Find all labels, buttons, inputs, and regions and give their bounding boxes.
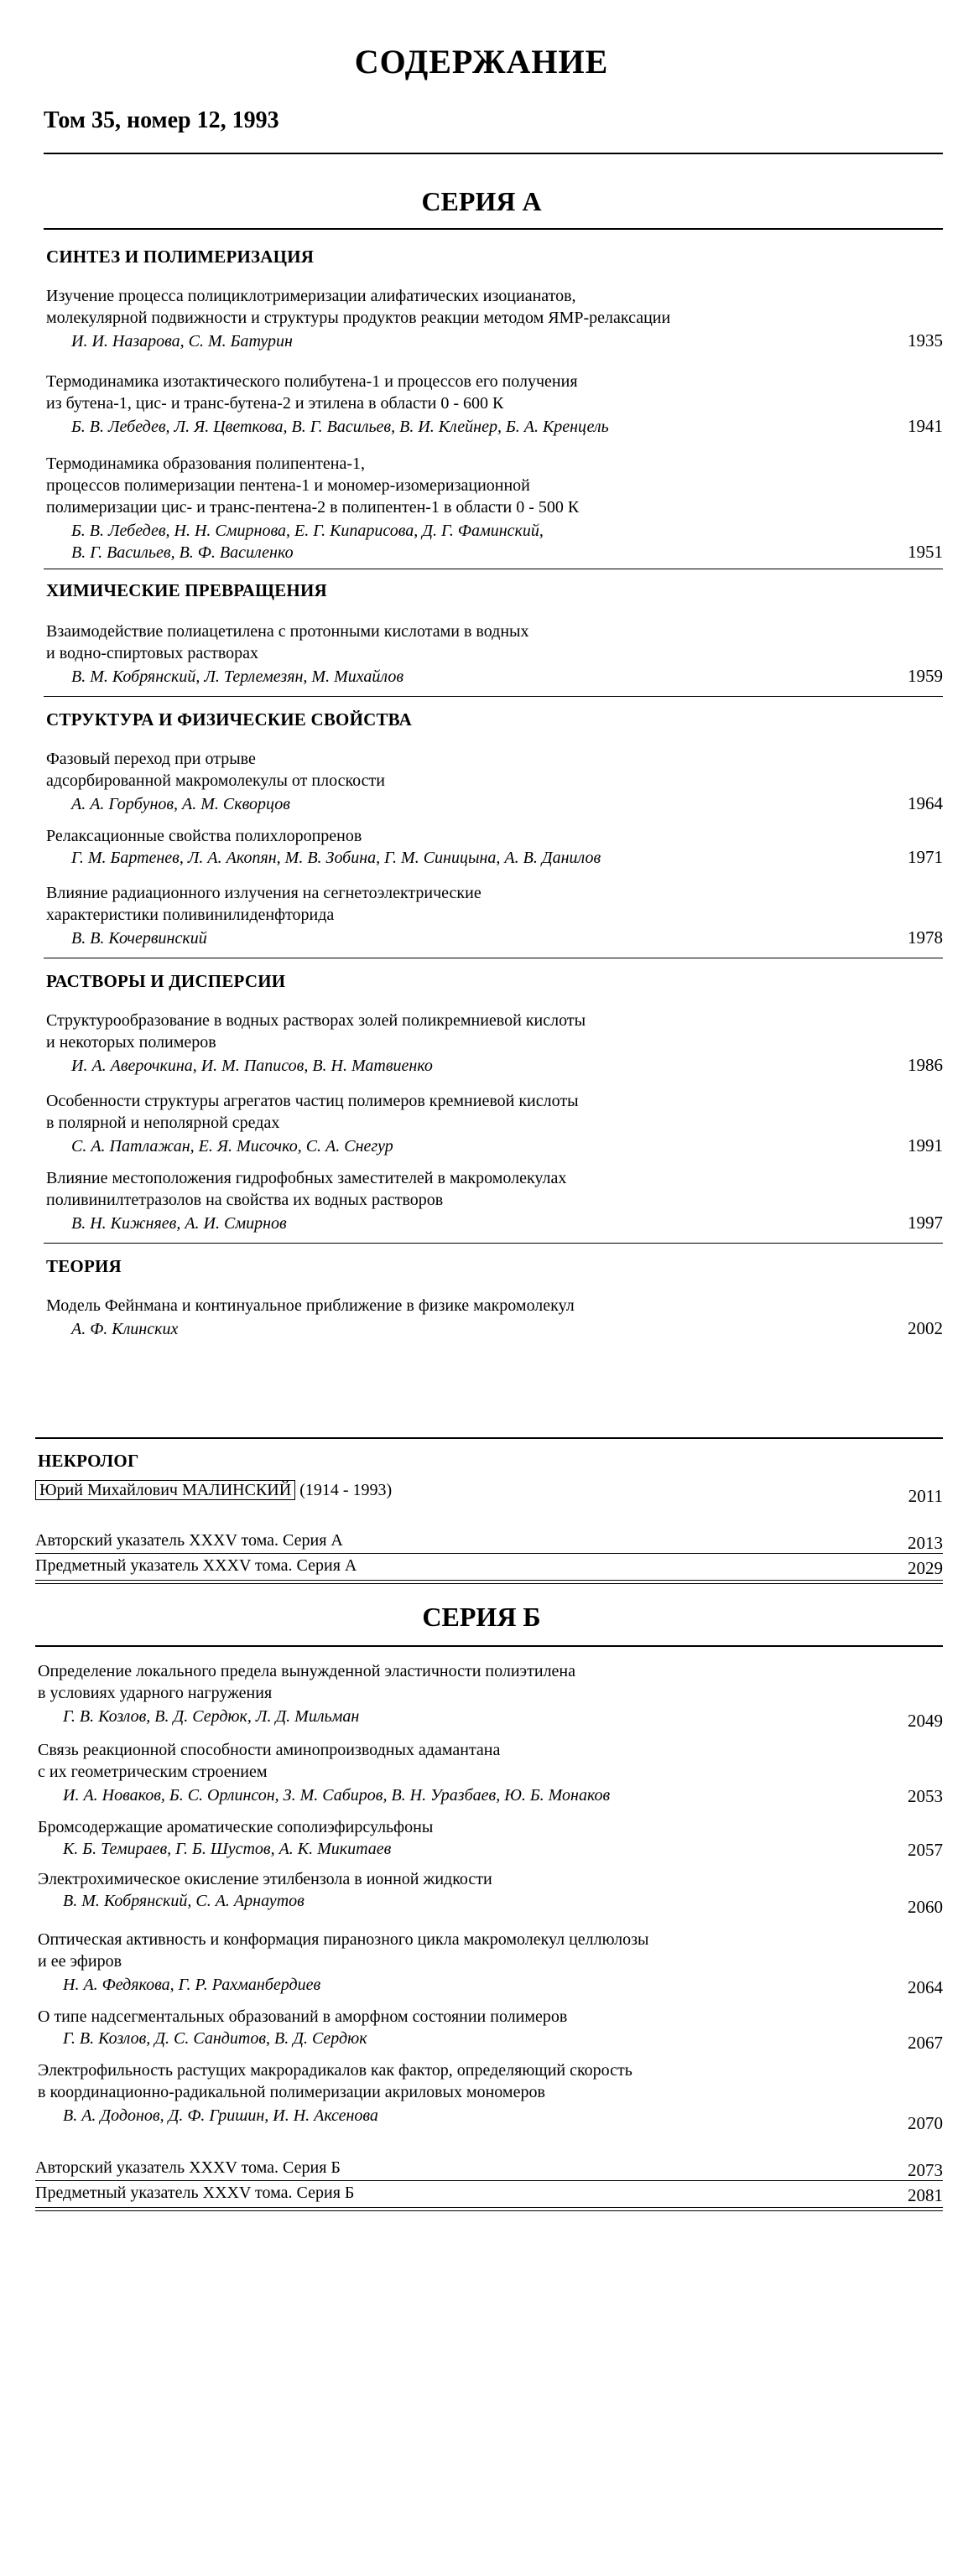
series-b-title: СЕРИЯ Б: [422, 1602, 541, 1632]
entry-page: 1971: [908, 847, 943, 867]
series-b-end-rule: [35, 2207, 943, 2211]
entry-page: 2002: [908, 1318, 943, 1338]
entry-page: 1964: [908, 793, 943, 813]
entry-page: 2049: [908, 1711, 943, 1731]
necrology-rule: [35, 1437, 943, 1439]
entry-title-line: Электрофильность растущих макрорадикалов как фактор, определяющий скорость: [38, 2061, 632, 2080]
entry-authors: В. М. Кобрянский, С. А. Арнаутов: [63, 1892, 305, 1910]
entry-authors: В. А. Додонов, Д. Ф. Гришин, И. Н. Аксенова: [63, 2106, 378, 2125]
necrology-name: Юрий Михайлович МАЛИНСКИЙ: [35, 1480, 295, 1500]
entry-title-line: Влияние местоположения гидрофобных заместителей в макромолекулах: [46, 1169, 567, 1187]
entry-title-line: Фазовый переход при отрыве: [46, 750, 256, 768]
series-b-rule: [35, 1645, 943, 1647]
entry-title-line: и некоторых полимеров: [46, 1033, 216, 1052]
entry-authors: К. Б. Темираев, Г. Б. Шустов, А. К. Микитаев: [63, 1840, 392, 1858]
section-title: ТЕОРИЯ: [46, 1256, 122, 1276]
necrology-page: 2011: [908, 1486, 943, 1506]
entry-title-line: Электрохимическое окисление этилбензола в ионной жидкости: [38, 1870, 492, 1888]
entry-title-line: Термодинамика образования полипентена-1,: [46, 454, 365, 473]
section-title: СИНТЕЗ И ПОЛИМЕРИЗАЦИЯ: [46, 247, 315, 267]
index-author-b[interactable]: Авторский указатель XXXV тома. Серия Б: [35, 2158, 341, 2177]
series-a-end-rule: [35, 1580, 943, 1584]
entry-title-line: Взаимодействие полиацетилена с протонными кислотами в водных: [46, 622, 529, 641]
entry-page: 1978: [908, 927, 943, 948]
entry-title-line: и водно-спиртовых растворах: [46, 644, 259, 662]
entry-page: 2064: [908, 1977, 943, 1997]
entry-title-line: поливинилтетразолов на свойства их водных растворов: [46, 1191, 444, 1209]
header-rule: [44, 153, 943, 154]
entry-page: 1991: [908, 1135, 943, 1156]
entry-title-line: Связь реакционной способности аминопроизводных адамантана: [38, 1741, 501, 1759]
entry-authors: Г. В. Козлов, В. Д. Сердюк, Л. Д. Мильман: [63, 1707, 360, 1726]
entry-page: 1997: [908, 1213, 943, 1233]
section-title: СТРУКТУРА И ФИЗИЧЕСКИЕ СВОЙСТВА: [46, 709, 412, 730]
page-title: СОДЕРЖАНИЕ: [354, 43, 609, 80]
entry-page: 2067: [908, 2033, 943, 2053]
entry-title-line: в полярной и неполярной средах: [46, 1114, 280, 1132]
entry-authors: В. М. Кобрянский, Л. Терлемезян, М. Михайлов: [71, 667, 404, 686]
entry-authors: В. В. Кочервинский: [71, 929, 207, 948]
entry-title-line: Структурообразование в водных растворах золей поликремниевой кислоты: [46, 1011, 586, 1030]
entry-title-line: Влияние радиационного излучения на сегнетоэлектрические: [46, 884, 482, 902]
entry-title-line: Оптическая активность и конформация пиранозного цикла макромолекул целлюлозы: [38, 1930, 649, 1949]
index-rule: [35, 2180, 943, 2181]
entry-title-line: в координационно-радикальной полимеризации акриловых мономеров: [38, 2083, 545, 2101]
entry-page: 1959: [908, 666, 943, 686]
entry-title-line: Изучение процесса полициклотримеризации алифатических изоцианатов,: [46, 287, 576, 305]
entry-page: 1986: [908, 1055, 943, 1075]
section-rule: [44, 696, 943, 697]
entry-authors: Б. В. Лебедев, Л. Я. Цветкова, В. Г. Васильев, В. И. Клейнер, Б. А. Кренцель: [71, 418, 609, 436]
index-subject-a[interactable]: Предметный указатель XXXV тома. Серия А: [35, 1556, 357, 1575]
entry-authors: Н. А. Федякова, Г. Р. Рахманбердиев: [63, 1976, 321, 1994]
index-subject-b[interactable]: Предметный указатель XXXV тома. Серия Б: [35, 2184, 355, 2202]
entry-authors: Г. В. Козлов, Д. С. Сандитов, В. Д. Сердюк: [63, 2029, 367, 2048]
entry-authors: И. А. Новаков, Б. С. Орлинсон, З. М. Сабиров, В. Н. Уразбаев, Ю. Б. Монаков: [63, 1786, 611, 1805]
series-a-title: СЕРИЯ А: [421, 186, 542, 216]
index-author-a[interactable]: Авторский указатель XXXV тома. Серия А: [35, 1531, 343, 1550]
series-a-rule: [44, 228, 943, 230]
entry-title-line: Определение локального предела вынужденной эластичности полиэтилена: [38, 1662, 576, 1680]
section-rule: [44, 1243, 943, 1244]
entry-title-line: О типе надсегментальных образований в аморфном состоянии полимеров: [38, 2007, 568, 2026]
entry-authors: В. Н. Кижняев, А. И. Смирнов: [71, 1214, 287, 1233]
entry-title-line: из бутена-1, цис- и транс-бутена-2 и этилена в области 0 - 600 К: [46, 394, 504, 413]
index-rule: [35, 1553, 943, 1554]
volume-line: Том 35, номер 12, 1993: [44, 107, 279, 133]
entry-authors: И. А. Аверочкина, И. М. Паписов, В. Н. Матвиенко: [71, 1057, 433, 1075]
entry-page: 2057: [908, 1840, 943, 1860]
entry-title-line: Особенности структуры агрегатов частиц полимеров кремниевой кислоты: [46, 1092, 579, 1110]
entry-page: 1941: [908, 416, 943, 436]
entry-authors: И. И. Назарова, С. М. Батурин: [71, 332, 293, 351]
entry-title-line: Модель Фейнмана и континуальное приближение в физике макромолекул: [46, 1296, 575, 1315]
entry-authors: А. А. Горбунов, А. М. Скворцов: [71, 795, 290, 813]
index-author-a-page: 2013: [908, 1533, 943, 1553]
entry-page: 1935: [908, 330, 943, 351]
entry-authors: А. Ф. Клинских: [71, 1320, 179, 1338]
entry-authors: В. Г. Васильев, В. Ф. Василенко: [71, 543, 294, 562]
entry-title-line: и ее эфиров: [38, 1952, 122, 1971]
entry-authors: Б. В. Лебедев, Н. Н. Смирнова, Е. Г. Кипарисова, Д. Г. Фаминский,: [71, 522, 544, 540]
entry-title-line: Бромсодержащие ароматические сополиэфирсульфоны: [38, 1818, 434, 1836]
index-subject-b-page: 2081: [908, 2185, 943, 2205]
index-subject-a-page: 2029: [908, 1558, 943, 1578]
necrology-entry[interactable]: [35, 1481, 392, 1500]
entry-title-line: молекулярной подвижности и структуры продуктов реакции методом ЯМР-релаксации: [46, 309, 671, 327]
index-author-b-page: 2073: [908, 2160, 943, 2180]
entry-page: 2070: [908, 2113, 943, 2133]
entry-title-line: адсорбированной макромолекулы от плоскости: [46, 771, 385, 790]
entry-title-line: в условиях ударного нагружения: [38, 1684, 273, 1702]
entry-title-line: процессов полимеризации пентена-1 и мономер-изомеризационной: [46, 476, 530, 495]
entry-authors: Г. М. Бартенев, Л. А. Акопян, М. В. Зобина, Г. М. Синицына, А. В. Данилов: [71, 849, 601, 867]
entry-page: 2053: [908, 1786, 943, 1806]
entry-page: 1951: [908, 542, 943, 562]
necrology-years: (1914 - 1993): [299, 1481, 393, 1499]
entry-title-line: с их геометрическим строением: [38, 1763, 268, 1781]
entry-title-line: Термодинамика изотактического полибутена-1 и процессов его получения: [46, 372, 578, 391]
entry-page: 2060: [908, 1897, 943, 1917]
necrology-title: НЕКРОЛОГ: [38, 1451, 139, 1471]
section-title: РАСТВОРЫ И ДИСПЕРСИИ: [46, 971, 286, 991]
entry-title-line: характеристики поливинилиденфторида: [46, 906, 335, 924]
entry-title-line: Релаксационные свойства полихлоропренов: [46, 827, 362, 845]
section-title: ХИМИЧЕСКИЕ ПРЕВРАЩЕНИЯ: [46, 580, 327, 600]
entry-title-line: полимеризации цис- и транс-пентена-2 в полипентен-1 в области 0 - 500 К: [46, 498, 580, 517]
entry-authors: С. А. Патлажан, Е. Я. Мисочко, С. А. Снегур: [71, 1137, 393, 1156]
